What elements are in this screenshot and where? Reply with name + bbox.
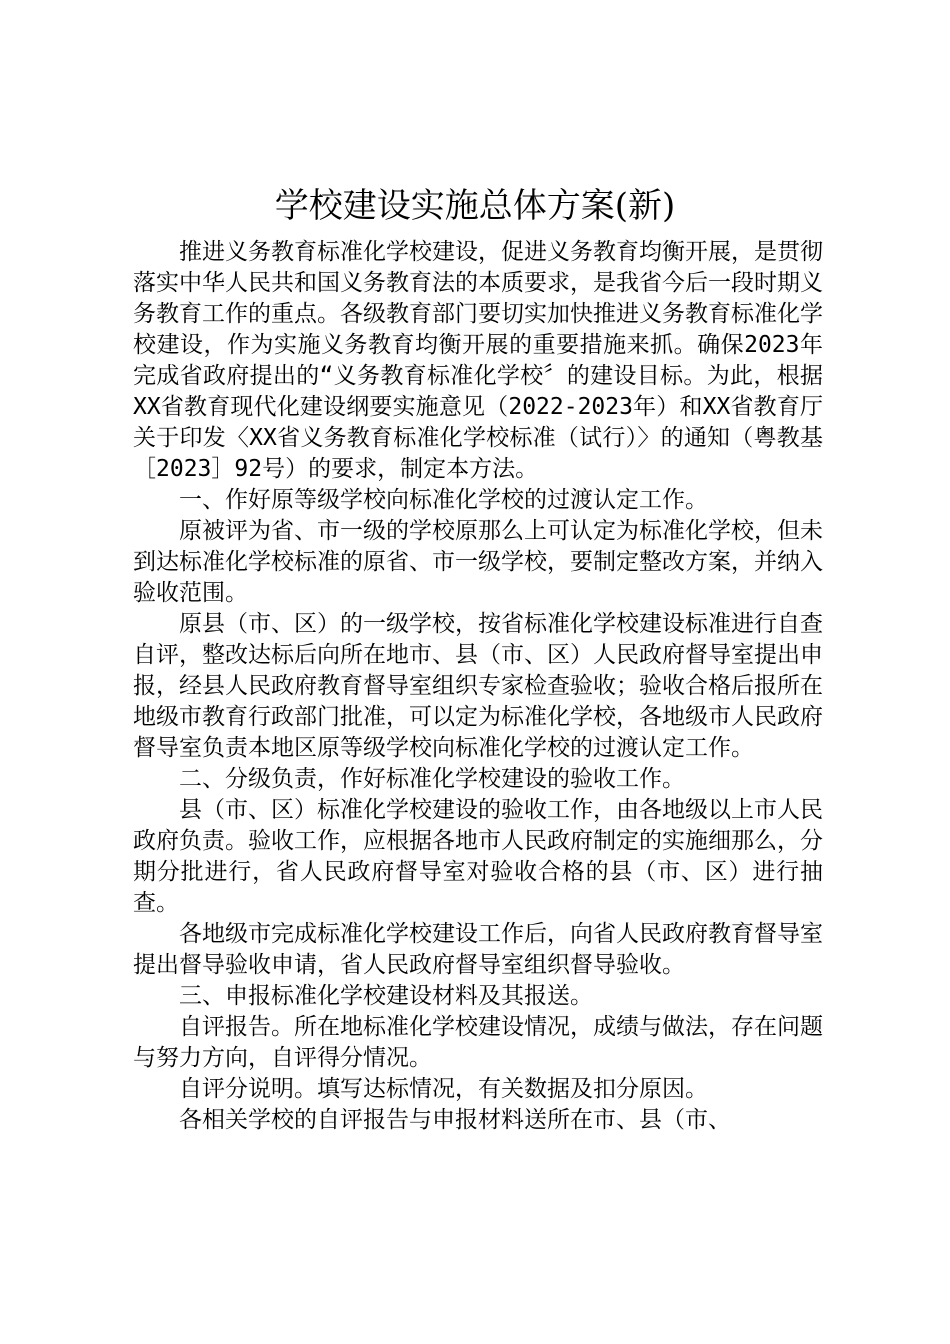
document-title: 学校建设实施总体方案(新) xyxy=(274,186,676,226)
section-heading: 一、作好原等级学校向标准化学校的过渡认定工作。 xyxy=(179,487,708,513)
section-heading: 三、申报标准化学校建设材料及其报送。 xyxy=(179,983,593,1009)
paragraph: 推进义务教育标准化学校建设，促进义务教育均衡开展，是贯彻落实中华人民共和国义务教育法的本质要求，是我省今后一段时期义务教育工作的重点。各级教育部门要切实加快推进义务教育标准化学校建设，作为实施义务教育均衡开展的重要措施来抓。确保2023年完成省政府提出的“义务教育标准化学校〞的建设目标。为此，根据XX省教育现代化建设纲要实施意见（2022-2023年）和XX省教育厅关于印发〈XX省义务教育标准化学校标准（试行）〉的通知（粤教基［2023］92号）的要求，制定本方法。 xyxy=(133,239,823,482)
paragraph: 县（市、区）标准化学校建设的验收工作，由各地级以上市人民政府负责。验收工作，应根据各地市人民政府制定的实施细那么，分期分批进行，省人民政府督导室对验收合格的县（市、区）进行抽查。 xyxy=(133,797,823,916)
paragraph: 自评报告。所在地标准化学校建设情况，成绩与做法，存在问题与努力方向，自评得分情况。 xyxy=(133,1014,823,1071)
paragraph: 自评分说明。填写达标情况，有关数据及扣分原因。 xyxy=(179,1076,708,1102)
paragraph: 原县（市、区）的一级学校，按省标准化学校建设标准进行自查自评，整改达标后向所在地市、县（市、区）人民政府督导室提出申报，经县人民政府教育督导室组织专家检查验收；验收合格后报所在地级市教育行政部门批准，可以定为标准化学校，各地级市人民政府督导室负责本地区原等级学校向标准化学校的过渡认定工作。 xyxy=(133,611,823,761)
paragraph: 各地级市完成标准化学校建设工作后，向省人民政府教育督导室提出督导验收申请，省人民政府督导室组织督导验收。 xyxy=(133,921,823,978)
document-body xyxy=(133,237,823,1136)
section-heading: 二、分级负责，作好标准化学校建设的验收工作。 xyxy=(179,766,685,792)
paragraph: 原被评为省、市一级的学校原那么上可认定为标准化学校，但未到达标准化学校标准的原省、市一级学校，要制定整改方案，并纳入验收范围。 xyxy=(133,518,823,606)
paragraph: 各相关学校的自评报告与申报材料送所在市、县（市、 xyxy=(179,1107,731,1133)
